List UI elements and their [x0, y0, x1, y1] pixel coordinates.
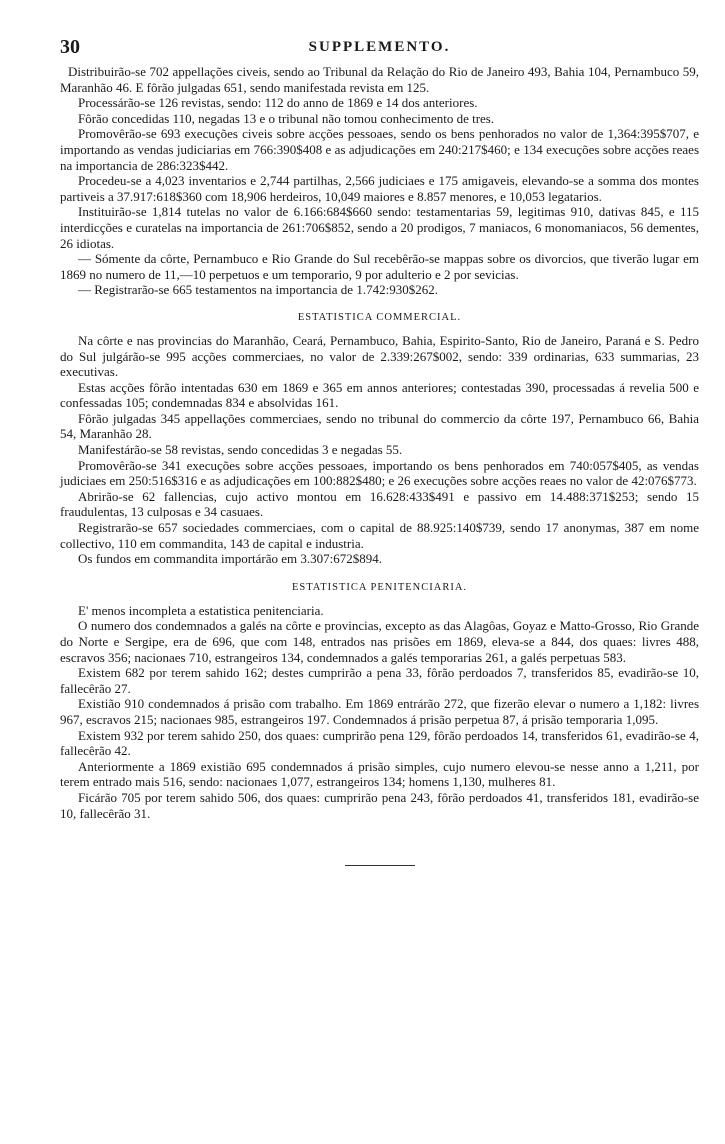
paragraph: — Sómente da côrte, Pernambuco e Rio Grande do Sul recebêrão-se mappas sobre os divorcios, que tiverão lugar em 1869 no numero de 11,—10 perpetuos e um temporario, 9 por adulterio e 2 por sevicias.: [60, 251, 699, 282]
paragraph: — Registrarão-se 665 testamentos na importancia de 1.742:930$262.: [78, 282, 438, 298]
paragraph: Processárão-se 126 revistas, sendo: 112 do anno de 1869 e 14 dos anteriores.: [78, 95, 478, 111]
end-rule: [345, 865, 415, 866]
judicial-statistics-section: [60, 64, 699, 298]
paragraph: Existem 682 por terem sahido 162; destes cumprirão a pena 33, fôrão perdoados 7, transferidos 85, evadirão-se 10, fallecêrão 27.: [60, 665, 699, 696]
running-title: SUPPLEMENTO.: [308, 39, 451, 55]
paragraph: Os fundos em commandita importárão em 3.307:672$894.: [78, 551, 383, 567]
paragraph: Na côrte e nas provincias do Maranhão, Ceará, Pernambuco, Bahia, Espirito-Santo, Rio de Janeiro, Paraná e S. Pedro do Sul julgárão-se 995 acções commerciaes, no valor de 2.339:267$002, sendo: 339 ordinarias, 633 summarias, 23 executivas.: [60, 332, 699, 380]
paragraph: Estas acções fôrão intentadas 630 em 1869 e 365 em annos anteriores; contestadas 390, processadas á revelia 500 e confessadas 105; condemnadas 834 e absolvidas 161.: [60, 379, 699, 411]
paragraph: Distribuirão-se 702 appellações civeis, sendo ao Tribunal da Relação do Rio de Janeiro 493, Bahia 104, Pernambuco 59, Maranhão 46. E fôrão julgadas 651, sendo manifestada revista em 125.: [60, 64, 699, 95]
paragraph: E' menos incompleta a estatistica penitenciaria.: [78, 602, 324, 618]
page-header: [60, 36, 699, 64]
paragraph: Instituirão-se 1,814 tutelas no valor de 6.166:684$660 sendo: testamentarias 59, legitimas 910, dativas 845, e 115 interdicções e curatelas na importancia de 261:706$852, sendo a 20 prodigos, 7 maniacos, 6 monomaniacos, 56 dementes, 26 idiotas.: [60, 204, 699, 251]
paragraph: Anteriormente a 1869 existião 695 condemnados á prisão simples, cujo numero elevou-se nesse anno a 1,211, por terem entrado mais 516, sendo: nacionaes 1,077, estrangeiros 134; homens 1,130, mulheres 81.: [60, 758, 699, 790]
penitentiary-statistics-section: [60, 582, 699, 821]
paragraph: Registrarão-se 657 sociedades commerciaes, com o capital de 88.925:140$739, sendo 17 anonymas, 387 em nome collectivo, 110 em commandita, 143 de capital e industria.: [60, 520, 699, 551]
page-number: 30: [60, 36, 80, 58]
paragraph: Fôrão julgadas 345 appellações commerciaes, sendo no tribunal do commercio da côrte 197, Pernambuco 66, Bahia 54, Maranhão 28.: [60, 410, 699, 442]
section-heading: ESTATISTICA PENITENCIARIA.: [291, 581, 468, 593]
paragraph: Manifestárão-se 58 revistas, sendo concedidas 3 e negadas 55.: [78, 442, 403, 458]
paragraph: Ficárão 705 por terem sahido 506, dos quaes: cumprirão pena 243, fôrão perdoados 41, transferidos 181, evadirão-se 10, fallecêrão 31.: [60, 789, 699, 821]
paragraph: Existem 932 por terem sahido 250, dos quaes: cumprirão pena 129, fôrão perdoados 14, transferidos 61, evadirão-se 4, fallecêrão 42.: [60, 727, 699, 759]
paragraph: Promovêrão-se 693 execuções civeis sobre acções pessoaes, sendo os bens penhorados no valor de 1,364:395$707, e importando as vendas judiciarias em 766:390$408 e as adjudicações em 240:217$460; e 134 execuções sobre acções reaes na importancia de 286:323$442.: [60, 126, 699, 173]
paragraph: O numero dos condemnados a galés na côrte e provincias, excepto as das Alagôas, Goyaz e Matto-Grosso, Rio Grande do Norte e Sergipe, era de 696, que com 148, entrados nas prisões em 1869, eleva-se a 844, dos quaes: livres 488, escravos 356; nacionaes 710, estrangeiros 134, condemnados a galés temporarias 261, a galés perpetuas 583.: [60, 618, 699, 665]
paragraph: Fôrão concedidas 110, negadas 13 e o tribunal não tomou conhecimento de tres.: [78, 110, 495, 126]
paragraph: Existião 910 condemnados á prisão com trabalho. Em 1869 entrárão 272, que fizerão elevar o numero a 1,182: livres 967, escravos 215; nacionaes 985, estrangeiros 197. Condemnados á prisão perpetua 87, á prisão temporaria 1,095.: [60, 696, 699, 727]
paragraph: Procedeu-se a 4,023 inventarios e 2,744 partilhas, 2,566 judiciaes e 175 amigaveis, elevando-se a somma dos montes partiveis a 37.917:618$360 com 18,906 herdeiros, 10,049 maiores e 8.857 menores, e 10,053 legatarios.: [60, 173, 699, 204]
commercial-statistics-section: [60, 312, 699, 567]
section-heading: ESTATISTICA COMMERCIAL.: [297, 311, 462, 323]
paragraph: Abrirão-se 62 fallencias, cujo activo montou em 16.628:433$491 e passivo em 14.488:371$253; sendo 15 fraudulentas, 13 culposas e 34 casuaes.: [60, 488, 699, 520]
paragraph: Promovêrão-se 341 execuções sobre acções pessoaes, importando os bens penhorados em 740:057$405, as vendas judiciaes em 250:516$316 e as adjudicações em 100:882$480; e 26 execuções sobre acções reaes no valor de 42:076$773.: [60, 457, 699, 489]
